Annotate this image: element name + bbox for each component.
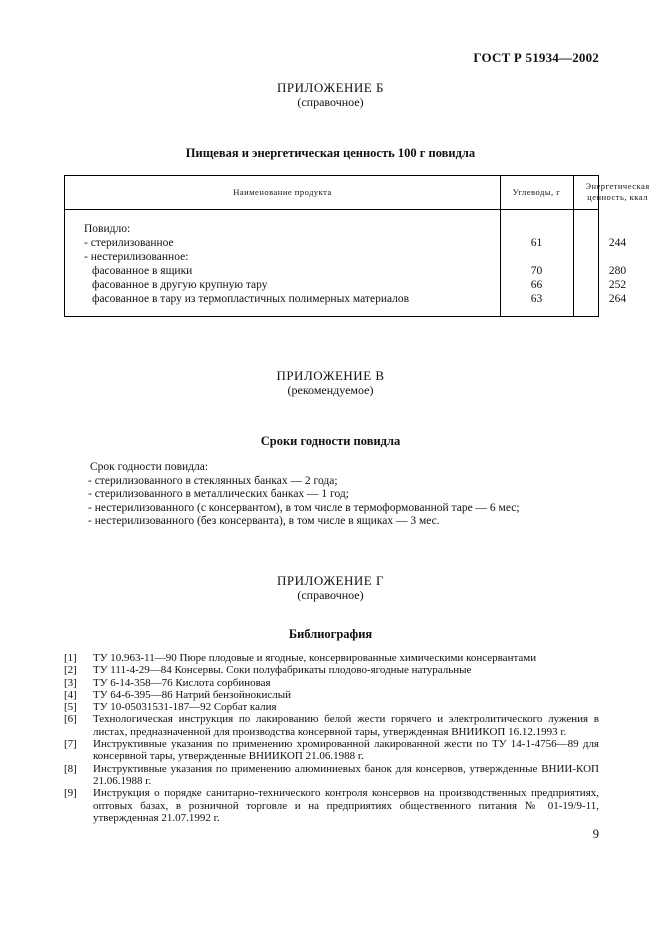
table-row [65, 222, 598, 236]
appendix-g-heading: Библиография [288, 627, 373, 641]
column-header-energy-line1: Энергетическая [585, 181, 650, 191]
appendix-g-title: ПРИЛОЖЕНИЕ Г [277, 573, 384, 588]
page-number: 9 [592, 827, 599, 841]
bibliography-item [64, 738, 599, 763]
row-energy: 280 [608, 265, 627, 277]
bibliography-item [64, 652, 599, 664]
row-name: фасованное в ящики [92, 265, 193, 277]
table-row [65, 250, 598, 264]
bibliography-number: [4] [64, 688, 77, 701]
bibliography-text: ТУ 10-05031531-187—92 Сорбат калия [93, 701, 277, 714]
bibliography-item [64, 713, 599, 738]
bibliography-text: ТУ 10.963-11—90 Пюре плодовые и ягодные, консервированные химическими консервантами [93, 652, 537, 664]
row-carbs: 66 [530, 279, 543, 291]
row-name: - нестерилизованное: [84, 251, 189, 263]
column-header-product: Наименование продукта [233, 187, 332, 197]
appendix-v-title: ПРИЛОЖЕНИЕ В [276, 368, 385, 383]
bibliography-item [64, 701, 599, 713]
bibliography-number: [9] [64, 787, 77, 800]
bibliography-number: [2] [64, 664, 77, 677]
row-name: фасованное в другую крупную тару [92, 279, 268, 291]
bibliography-number: [7] [64, 738, 77, 751]
bibliography-item [64, 689, 599, 701]
row-carbs: 63 [530, 293, 543, 305]
row-energy: 264 [608, 293, 627, 305]
bibliography-text: Инструкция о порядке санитарно-технического контроля консервов на производственных предприятиях, оптовых базах, в розничной торговле и на предприятиях общественного питания № 01-19/9-11, утвержденная 21.07.1992 г. [93, 787, 599, 824]
table-header [65, 176, 650, 210]
row-name: фасованное в тару из термопластичных полимерных материалов [92, 293, 410, 305]
bibliography-number: [6] [64, 713, 77, 726]
row-carbs: 61 [530, 237, 543, 249]
row-energy: 244 [608, 237, 627, 249]
bibliography-item [64, 787, 599, 824]
bibliography-item [64, 677, 599, 689]
list-item: - нестерилизованного (без консерванта), в том числе в ящиках — 3 мес. [88, 515, 440, 528]
bibliography-item [64, 763, 599, 788]
bibliography-number: [1] [64, 652, 77, 664]
column-header-carbs: Углеводы, г [512, 187, 561, 197]
row-carbs: 70 [530, 265, 543, 277]
list-item: - стерилизованного в металлических банках — 1 год; [88, 488, 349, 501]
appendix-b-title: ПРИЛОЖЕНИЕ Б [277, 80, 384, 95]
row-energy: 252 [608, 279, 627, 291]
appendix-b-type: (справочное) [297, 95, 364, 109]
appendix-v-type: (рекомендуемое) [287, 383, 374, 397]
table-row [65, 292, 627, 306]
nutrition-table [64, 175, 650, 317]
row-name: Повидло: [84, 223, 131, 235]
appendix-b-heading: Пищевая и энергетическая ценность 100 г повидла [185, 146, 476, 160]
list-item: - нестерилизованного (с консервантом), в том числе в термоформованной таре — 6 мес; [88, 501, 520, 514]
bibliography-text: Технологическая инструкция по лакированию белой жести горячего и электролитического лужения в листах, предназначенной для производства консервной тары, утвержденная ВНИИКОП 16.12.1993 г. [93, 713, 599, 738]
bibliography-text: Инструктивные указания по применению алюминиевых банок для консервов, утвержденные ВНИИ-КОП 21.06.1988 г. [93, 762, 599, 787]
row-name: - стерилизованное [84, 237, 174, 249]
appendix-g-type: (справочное) [297, 588, 364, 602]
appendix-v-heading: Сроки годности повидла [260, 434, 401, 448]
standard-designation: ГОСТ Р 51934—2002 [473, 50, 599, 65]
list-item: - стерилизованного в стеклянных банках — 2 года; [88, 474, 338, 487]
shelf-life-intro: Срок годности повидла: [90, 461, 209, 473]
bibliography-text: Инструктивные указания по применению хромированной лакированной жести по ТУ 14-1-4756—89 для консервной тары, утвержденные ВНИИКОП 21.06.1988 г. [93, 738, 599, 763]
shelf-life-list [90, 461, 520, 529]
bibliography-text: ТУ 64-6-395—86 Натрий бензойнокислый [93, 688, 291, 701]
bibliography-number: [8] [64, 762, 77, 775]
bibliography-item [64, 664, 599, 676]
table-row [65, 264, 627, 278]
column-header-energy [573, 181, 661, 203]
bibliography-list [64, 652, 599, 824]
table-row [65, 278, 627, 292]
bibliography-text: ТУ 6-14-358—76 Кислота сорбиновая [93, 676, 271, 689]
table-row [65, 236, 627, 250]
bibliography-number: [5] [64, 701, 77, 714]
bibliography-number: [3] [64, 676, 77, 689]
bibliography-text: ТУ 111-4-29—84 Консервы. Соки полуфабрикаты плодово-ягодные натуральные [93, 664, 472, 677]
column-header-energy-line2: ценность, ккал [587, 192, 648, 202]
